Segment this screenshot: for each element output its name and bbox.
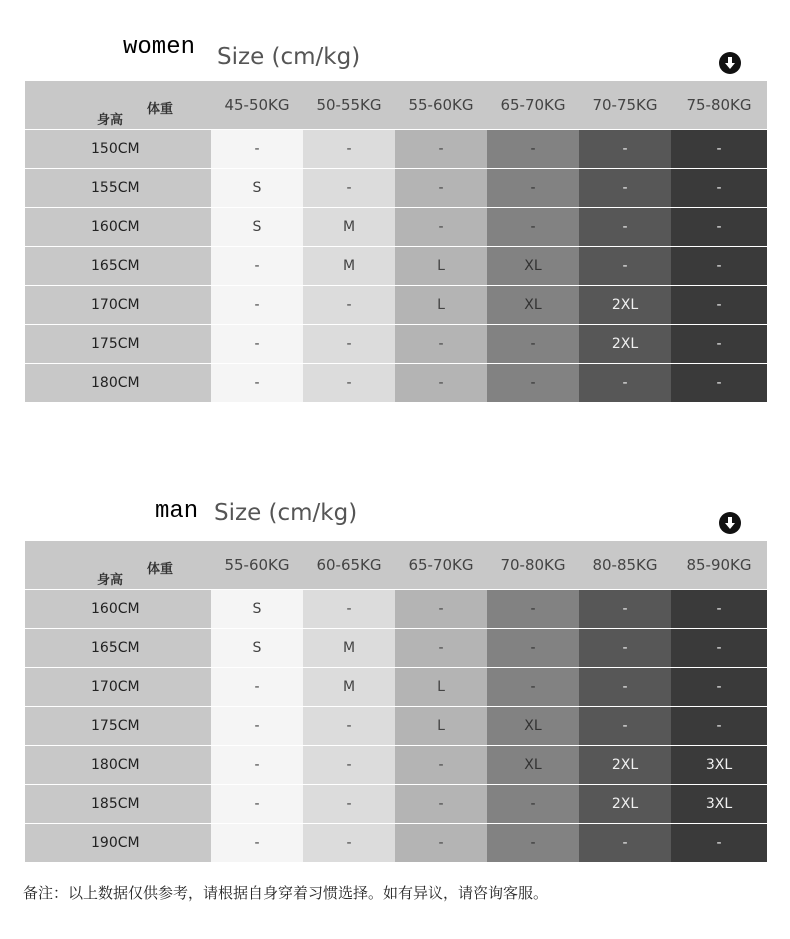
man-weight-header: 80-85KG bbox=[579, 541, 671, 590]
size-cell: - bbox=[395, 169, 487, 208]
man-weight-header: 85-90KG bbox=[671, 541, 767, 590]
women-size-label: Size (cm/kg) bbox=[217, 44, 361, 70]
size-cell: - bbox=[579, 130, 671, 169]
size-cell: M bbox=[303, 629, 395, 668]
size-cell: L bbox=[395, 668, 487, 707]
size-cell: - bbox=[579, 247, 671, 286]
size-cell: XL bbox=[487, 746, 579, 785]
size-cell: - bbox=[303, 824, 395, 863]
size-cell: 2XL bbox=[579, 325, 671, 364]
size-cell: - bbox=[579, 707, 671, 746]
size-cell: - bbox=[579, 364, 671, 403]
height-label: 155CM bbox=[25, 169, 211, 208]
size-cell: L bbox=[395, 707, 487, 746]
table-row bbox=[25, 707, 767, 746]
size-cell: - bbox=[303, 286, 395, 325]
size-cell: - bbox=[487, 364, 579, 403]
man-size-label: Size (cm/kg) bbox=[214, 500, 358, 526]
size-cell: - bbox=[211, 247, 303, 286]
women-header-row bbox=[25, 81, 767, 130]
size-cell: - bbox=[671, 130, 767, 169]
table-row bbox=[25, 629, 767, 668]
size-cell: - bbox=[487, 325, 579, 364]
man-weight-header: 65-70KG bbox=[395, 541, 487, 590]
table-row bbox=[25, 746, 767, 785]
size-cell: XL bbox=[487, 707, 579, 746]
size-cell: M bbox=[303, 247, 395, 286]
size-cell: - bbox=[303, 785, 395, 824]
women-corner-weight-label: 体重 bbox=[147, 102, 174, 117]
size-cell: - bbox=[579, 590, 671, 629]
size-cell: - bbox=[487, 130, 579, 169]
women-gender-label: women bbox=[123, 34, 196, 61]
size-cell: - bbox=[395, 785, 487, 824]
women-corner-cell bbox=[25, 81, 211, 130]
size-cell: S bbox=[211, 590, 303, 629]
man-table-body bbox=[25, 590, 767, 863]
size-cell: - bbox=[211, 785, 303, 824]
size-cell: XL bbox=[487, 286, 579, 325]
table-row bbox=[25, 130, 767, 169]
size-cell: - bbox=[395, 746, 487, 785]
size-cell: - bbox=[579, 208, 671, 247]
size-cell: 2XL bbox=[579, 286, 671, 325]
height-label: 150CM bbox=[25, 130, 211, 169]
size-cell: - bbox=[579, 668, 671, 707]
size-cell: - bbox=[303, 364, 395, 403]
size-cell: M bbox=[303, 668, 395, 707]
man-gender-label: man bbox=[155, 498, 199, 525]
man-corner-weight-label: 体重 bbox=[147, 562, 174, 577]
man-corner-height-label: 身高 bbox=[97, 573, 124, 588]
size-cell: - bbox=[671, 208, 767, 247]
size-cell: - bbox=[211, 746, 303, 785]
size-cell: - bbox=[671, 247, 767, 286]
size-cell: - bbox=[303, 130, 395, 169]
height-label: 160CM bbox=[25, 590, 211, 629]
height-label: 170CM bbox=[25, 668, 211, 707]
table-row bbox=[25, 785, 767, 824]
man-size-table bbox=[25, 541, 767, 862]
size-cell: - bbox=[487, 590, 579, 629]
size-cell: - bbox=[579, 169, 671, 208]
height-label: 190CM bbox=[25, 824, 211, 863]
size-cell: - bbox=[487, 208, 579, 247]
size-cell: - bbox=[211, 668, 303, 707]
size-cell: 3XL bbox=[671, 785, 767, 824]
size-cell: - bbox=[395, 208, 487, 247]
size-cell: - bbox=[579, 629, 671, 668]
size-cell: - bbox=[395, 364, 487, 403]
size-cell: - bbox=[211, 130, 303, 169]
size-cell: - bbox=[671, 707, 767, 746]
arrow-down-circle-icon bbox=[719, 52, 741, 74]
size-cell: - bbox=[303, 590, 395, 629]
women-weight-header: 45-50KG bbox=[211, 81, 303, 130]
table-row bbox=[25, 590, 767, 629]
man-size-title bbox=[202, 500, 357, 526]
height-label: 160CM bbox=[25, 208, 211, 247]
size-cell: - bbox=[671, 169, 767, 208]
table-row bbox=[25, 247, 767, 286]
height-label: 170CM bbox=[25, 286, 211, 325]
table-row bbox=[25, 668, 767, 707]
size-cell: - bbox=[211, 364, 303, 403]
size-cell: - bbox=[395, 629, 487, 668]
size-cell: - bbox=[671, 364, 767, 403]
man-weight-header: 55-60KG bbox=[211, 541, 303, 590]
table-row bbox=[25, 169, 767, 208]
size-cell: - bbox=[487, 169, 579, 208]
size-cell: - bbox=[395, 325, 487, 364]
size-cell: - bbox=[303, 707, 395, 746]
size-cell: - bbox=[395, 824, 487, 863]
height-label: 165CM bbox=[25, 629, 211, 668]
size-cell: - bbox=[303, 325, 395, 364]
table-row bbox=[25, 824, 767, 863]
size-cell: 3XL bbox=[671, 746, 767, 785]
height-label: 175CM bbox=[25, 707, 211, 746]
size-cell: - bbox=[395, 590, 487, 629]
footnote: 备注：以上数据仅供参考，请根据自身穿着习惯选择。如有异议，请咨询客服。 bbox=[23, 884, 549, 902]
women-section-title bbox=[123, 34, 195, 61]
table-row bbox=[25, 364, 767, 403]
height-label: 165CM bbox=[25, 247, 211, 286]
height-label: 180CM bbox=[25, 364, 211, 403]
height-label: 175CM bbox=[25, 325, 211, 364]
size-cell: - bbox=[211, 707, 303, 746]
size-cell: L bbox=[395, 286, 487, 325]
height-label: 185CM bbox=[25, 785, 211, 824]
man-weight-header: 60-65KG bbox=[303, 541, 395, 590]
size-cell: - bbox=[671, 668, 767, 707]
women-corner-height-label: 身高 bbox=[97, 113, 124, 128]
size-cell: - bbox=[487, 824, 579, 863]
size-cell: - bbox=[395, 130, 487, 169]
arrow-down-circle-icon bbox=[719, 512, 741, 534]
man-corner-cell bbox=[25, 541, 211, 590]
size-cell: - bbox=[671, 325, 767, 364]
size-cell: S bbox=[211, 169, 303, 208]
size-cell: 2XL bbox=[579, 785, 671, 824]
women-weight-header: 65-70KG bbox=[487, 81, 579, 130]
women-weight-header: 75-80KG bbox=[671, 81, 767, 130]
women-weight-header: 55-60KG bbox=[395, 81, 487, 130]
women-weight-header: 50-55KG bbox=[303, 81, 395, 130]
size-cell: - bbox=[671, 286, 767, 325]
table-row bbox=[25, 208, 767, 247]
table-row bbox=[25, 286, 767, 325]
man-header-row bbox=[25, 541, 767, 590]
size-cell: XL bbox=[487, 247, 579, 286]
man-weight-header: 70-80KG bbox=[487, 541, 579, 590]
women-weight-header: 70-75KG bbox=[579, 81, 671, 130]
size-cell: - bbox=[303, 169, 395, 208]
size-cell: - bbox=[487, 668, 579, 707]
size-cell: - bbox=[211, 286, 303, 325]
women-size-table bbox=[25, 81, 767, 402]
size-cell: - bbox=[671, 629, 767, 668]
women-table-body bbox=[25, 130, 767, 403]
size-cell: - bbox=[487, 785, 579, 824]
size-cell: - bbox=[211, 325, 303, 364]
size-cell: - bbox=[487, 629, 579, 668]
table-row bbox=[25, 325, 767, 364]
size-cell: S bbox=[211, 629, 303, 668]
size-cell: S bbox=[211, 208, 303, 247]
size-cell: - bbox=[671, 590, 767, 629]
height-label: 180CM bbox=[25, 746, 211, 785]
size-cell: - bbox=[303, 746, 395, 785]
size-cell: - bbox=[579, 824, 671, 863]
size-cell: L bbox=[395, 247, 487, 286]
man-section-title bbox=[155, 498, 198, 525]
size-cell: 2XL bbox=[579, 746, 671, 785]
size-cell: - bbox=[211, 824, 303, 863]
size-cell: M bbox=[303, 208, 395, 247]
women-size-title bbox=[205, 44, 360, 70]
size-cell: - bbox=[671, 824, 767, 863]
